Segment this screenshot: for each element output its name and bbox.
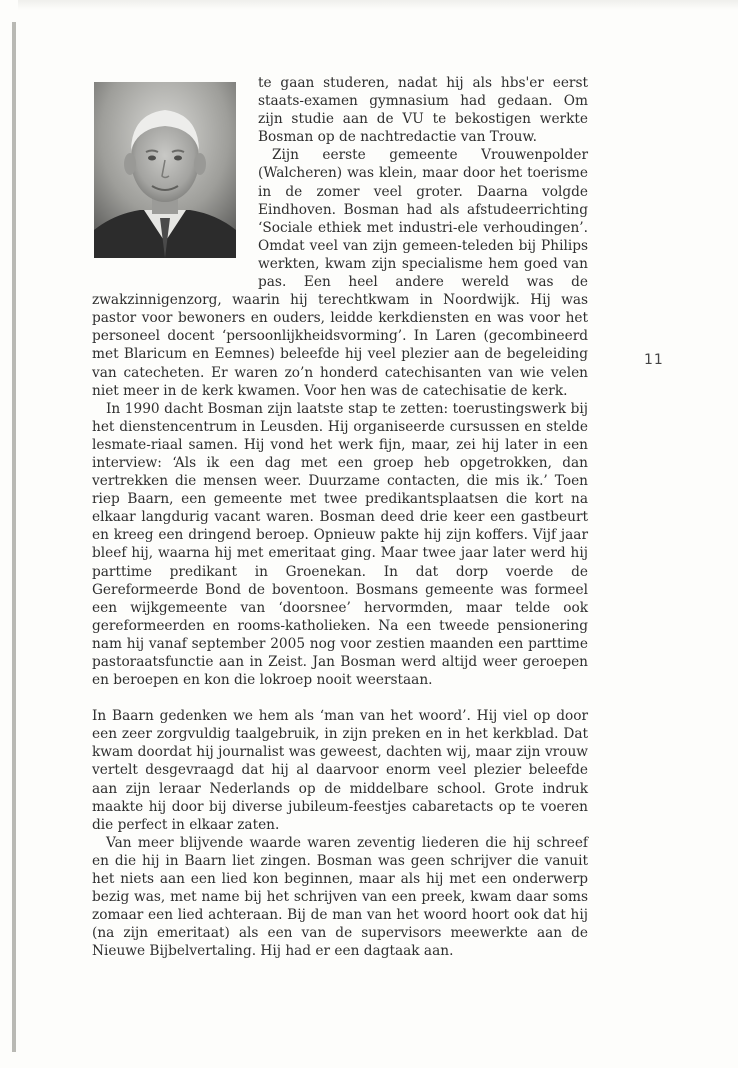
paragraph-2: Zijn eerste gemeente Vrouwenpolder (Walcheren) was klein, maar door het toerisme in de zomer veel groter. Daarna volgde Eindhoven. Bosman had als afstudeerrichting ‘Sociale ethiek met industri-ele verhoudingen’. Omdat veel van zijn gemeen-teleden bij Philips werkten, kwam zijn specialisme hem goed van pas. Een heel andere wereld was de zwakzinnigenzorg, waarin hij terechtkwam in Noordwijk. Hij was pastor voor bewoners en ouders, leidde kerkdiensten en was voor het personeel docent ‘persoonlijkheidsvorming’. In Laren (gecombineerd met Blaricum en Eemnes) beleefde hij veel plezier aan de begeleiding van catecheten. Er waren zo’n honderd catechisanten van wie velen niet meer in de kerk kwamen. Voor hen was de catechisatie de kerk. <box>92 147 588 399</box>
paragraph-1: te gaan studeren, nadat hij als hbs'er eerst staats-examen gymnasium had gedaan. Om zijn studie aan de VU te bekostigen werkte Bosman op de nachtredactie van Trouw. <box>258 75 588 146</box>
page-number: 11 <box>644 352 664 368</box>
photo-text-wrap-spacer <box>92 74 258 288</box>
page-binding-edge <box>12 22 16 1052</box>
paragraph-4: In Baarn gedenken we hem als ‘man van het woord’. Hij viel op door een zeer zorgvuldig taalgebruik, in zijn preken en in het kerkblad. Dat kwam doordat hij journalist was geweest, dachten wij, maar zijn vrouw vertelt desgevraagd dat hij al daarvoor enorm veel plezier beleefde aan zijn leraar Nederlands op de middelbare school. Grote indruk maakte hij door bij diverse jubileum-feestjes cabaretacts op te voeren die perfect in elkaar zaten. <box>92 708 588 833</box>
paragraph-3: In 1990 dacht Bosman zijn laatste stap te zetten: toerustingswerk bij het dienstencentrum in Leusden. Hij organiseerde cursussen en stelde lesmate-riaal samen. Hij vond het werk fijn, maar, zei hij later in een interview: ‘Als ik een dag met een groep heb opgetrokken, dan vertrekken die mensen weer. Duurzame contacten, die mis ik.’ Toen riep Baarn, een gemeente met twee predikantsplaatsen die kort na elkaar langdurig vacant waren. Bosman deed drie keer een gastbeurt en kreeg een dringend beroep. Opnieuw pakte hij zijn koffers. Vijf jaar bleef hij, waarna hij met emeritaat ging. Maar twee jaar later werd hij parttime predikant in Groenekan. In dat dorp voerde de Gereformeerde Bond de boventoon. Bosmans gemeente was formeel een wijkgemeente van ‘doorsnee’ hervormden, maar telde ook gereformeerden en rooms-katholieken. Na een tweede pensionering nam hij vanaf september 2005 nog voor zestien maanden een parttime pastoraatsfunctie aan in Zeist. Jan Bosman werd altijd weer geroepen en beroepen en kon die lokroep nooit weerstaan. <box>92 400 588 689</box>
paragraph-5: Van meer blijvende waarde waren zeventig liederen die hij schreef en die hij in Baarn liet zingen. Bosman was geen schrijver die vanuit het niets aan een lied kon beginnen, maar als hij met een onderwerp bezig was, met name bij het schrijven van een preek, kwam daar soms zomaar een lied achteraan. Bij de man van het woord hoort ook dat hij (na zijn emeritaat) als een van de supervisors meewerkte aan de Nieuwe Bijbelvertaling. Hij had er een dagtaak aan. <box>92 834 588 960</box>
page-top-shade <box>18 0 738 10</box>
article-body <box>92 74 588 961</box>
